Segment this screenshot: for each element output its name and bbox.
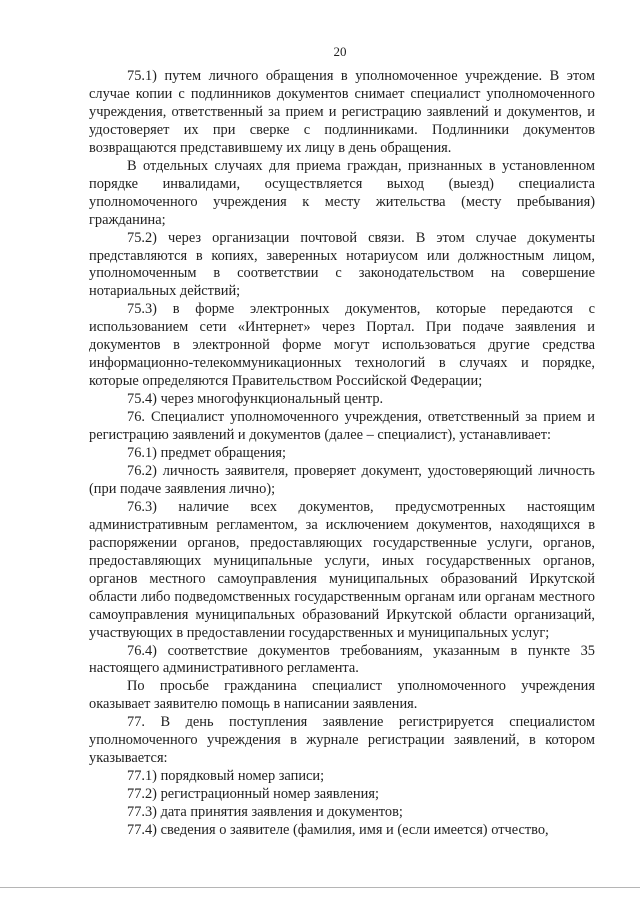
paragraph-77: 77. В день поступления заявление регистрируется специалистом уполномоченного учреждения в журнале регистрации заявлений, в котором указывается:	[89, 714, 595, 767]
paragraph-77-1: 77.1) порядковый номер записи;	[127, 768, 325, 785]
paragraph-76-1: 76.1) предмет обращения;	[127, 445, 286, 462]
paragraph-75-4: 75.4) через многофункциональный центр.	[127, 391, 384, 408]
paragraph-75-3: 75.3) в форме электронных документов, которые передаются с использованием сети «Интернет» через Портал. При подаче заявления и документов в электронной форме могут использоваться другие средства информационно-телекоммуникационных технологий в случаях и порядке, которые определяются Правительством Российской Федерации;	[89, 301, 595, 390]
paragraph-76: 76. Специалист уполномоченного учреждения, ответственный за прием и регистрацию заявлений и документов (далее – специалист), устанавливает:	[89, 409, 595, 444]
paragraph-disabled-visit: В отдельных случаях для приема граждан, признанных в установленном порядке инвалидами, осуществляется выход (выезд) специалиста уполномоченного учреждения к месту жительства (месту пребывания) гражданина;	[89, 157, 595, 228]
paragraph-77-3: 77.3) дата принятия заявления и документов;	[127, 804, 403, 821]
paragraph-76-4: 76.4) соответствие документов требованиям, указанным в пункте 35 настоящего административного регламента.	[89, 642, 595, 677]
paragraph-75-1: 75.1) путем личного обращения в уполномоченное учреждение. В этом случае копии с подлинников документов снимает специалист уполномоченного учреждения, ответственный за прием и регистрацию заявлений и документов, и удостоверяет их при сверке с подлинниками. Подлинники документов возвращаются представившему их лицу в день обращения.	[89, 68, 595, 156]
paragraph-76-2: 76.2) личность заявителя, проверяет документ, удостоверяющий личность (при подаче заявления лично);	[89, 462, 595, 497]
paragraph-76-3: 76.3) наличие всех документов, предусмотренных настоящим административным регламентом, за исключением документов, находящихся в распоряжении органов, предоставляющих государственные услуги, органов, предоставляющих муниципальные услуги, иных государственных органов, органов местного самоуправления муниципальных образований Иркутской области либо подведомственных государственным органам или органам местного самоуправления муниципальных образований Иркутской области организаций, участвующих в предоставлении государственных и муниципальных услуг;	[89, 498, 595, 641]
page-number: 20	[333, 44, 347, 59]
document-body	[89, 68, 595, 840]
paragraph-help-request: По просьбе гражданина специалист уполномоченного учреждения оказывает заявителю помощь в написании заявления.	[89, 678, 595, 713]
scan-edge-line	[0, 887, 640, 888]
paragraph-77-4: 77.4) сведения о заявителе (фамилия, имя и (если имеется) отчество,	[127, 822, 549, 839]
paragraph-77-2: 77.2) регистрационный номер заявления;	[127, 786, 379, 803]
paragraph-75-2: 75.2) через организации почтовой связи. В этом случае документы представляются в копиях, заверенных нотариусом или должностным лицом, уполномоченным в соответствии с законодательством на совершение нотариальных действий;	[89, 229, 595, 300]
